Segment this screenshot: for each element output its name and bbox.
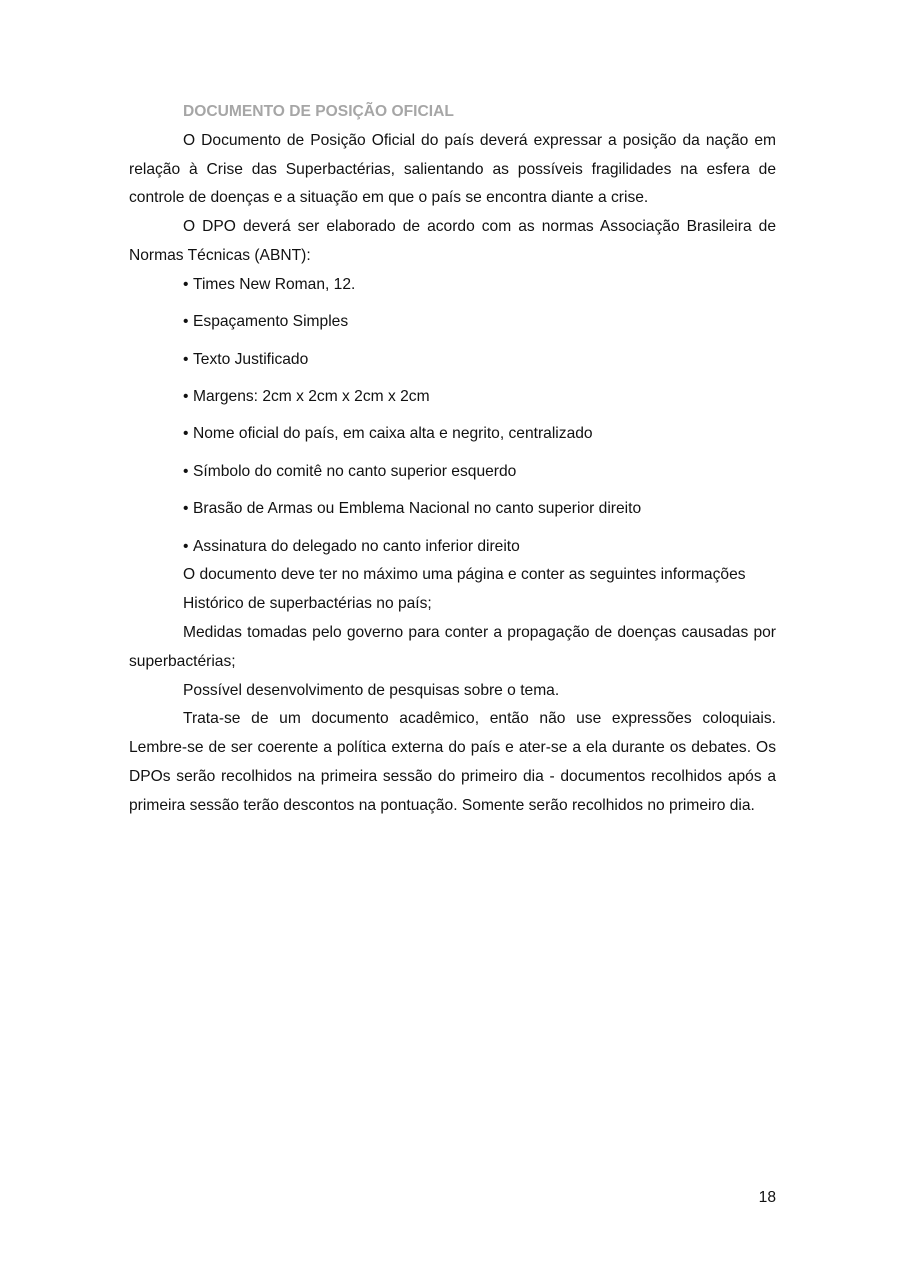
requirements-list xyxy=(129,271,776,562)
abnt-paragraph: O DPO deverá ser elaborado de acordo com as normas Associação Brasileira de Normas Técnicas (ABNT): xyxy=(129,218,776,264)
list-item xyxy=(129,308,776,337)
content-item-measures: Medidas tomadas pelo governo para conter a propagação de doenças causadas por superbactérias; xyxy=(129,623,776,670)
list-item xyxy=(129,346,776,375)
list-item-text: Brasão de Armas ou Emblema Nacional no canto superior direito xyxy=(193,500,642,518)
content-item-history: Histórico de superbactérias no país; xyxy=(183,595,432,613)
bullet-icon: • xyxy=(183,275,189,293)
list-item xyxy=(129,420,776,449)
intro-paragraph: O Documento de Posição Oficial do país deverá expressar a posição da nação em relação à Crise das Superbactérias, salientando as possíveis fragilidades na esfera de controle de doenças e a situação em que o país se encontra diante a crise. xyxy=(129,131,776,207)
content-item-research: Possível desenvolvimento de pesquisas sobre o tema. xyxy=(183,681,560,699)
section-heading: DOCUMENTO DE POSIÇÃO OFICIAL xyxy=(183,103,454,120)
list-item xyxy=(129,458,776,487)
list-item-text: Margens: 2cm x 2cm x 2cm x 2cm xyxy=(193,387,430,405)
page-content xyxy=(129,98,776,820)
list-item-text: Times New Roman, 12. xyxy=(193,275,356,293)
list-item-text: Nome oficial do país, em caixa alta e negrito, centralizado xyxy=(193,425,593,443)
bullet-icon: • xyxy=(183,462,189,480)
list-item-text: Assinatura do delegado no canto inferior direito xyxy=(193,537,520,555)
list-item xyxy=(129,383,776,412)
bullet-icon: • xyxy=(183,350,189,368)
bullet-icon: • xyxy=(183,313,189,331)
bullet-icon: • xyxy=(183,425,189,443)
content-paragraph: O documento deve ter no máximo uma página e conter as seguintes informações xyxy=(183,566,746,584)
list-item xyxy=(129,533,776,562)
list-item-text: Texto Justificado xyxy=(193,350,309,368)
list-item-text: Símbolo do comitê no canto superior esquerdo xyxy=(193,462,517,480)
bullet-icon: • xyxy=(183,387,189,405)
page-number: 18 xyxy=(758,1189,776,1206)
bullet-icon: • xyxy=(183,537,189,555)
list-item-text: Espaçamento Simples xyxy=(193,313,349,331)
bullet-icon: • xyxy=(183,500,189,518)
closing-paragraph: Trata-se de um documento acadêmico, então não use expressões coloquiais. Lembre-se de ser coerente a política externa do país e ater-se a ela durante os debates. Os DPOs serão recolhidos na primeira sessão do primeiro dia - documentos recolhidos após a primeira sessão terão descontos na pontuação. Somente serão recolhidos no primeiro dia. xyxy=(129,710,776,814)
list-item xyxy=(129,271,776,300)
list-item xyxy=(129,495,776,524)
